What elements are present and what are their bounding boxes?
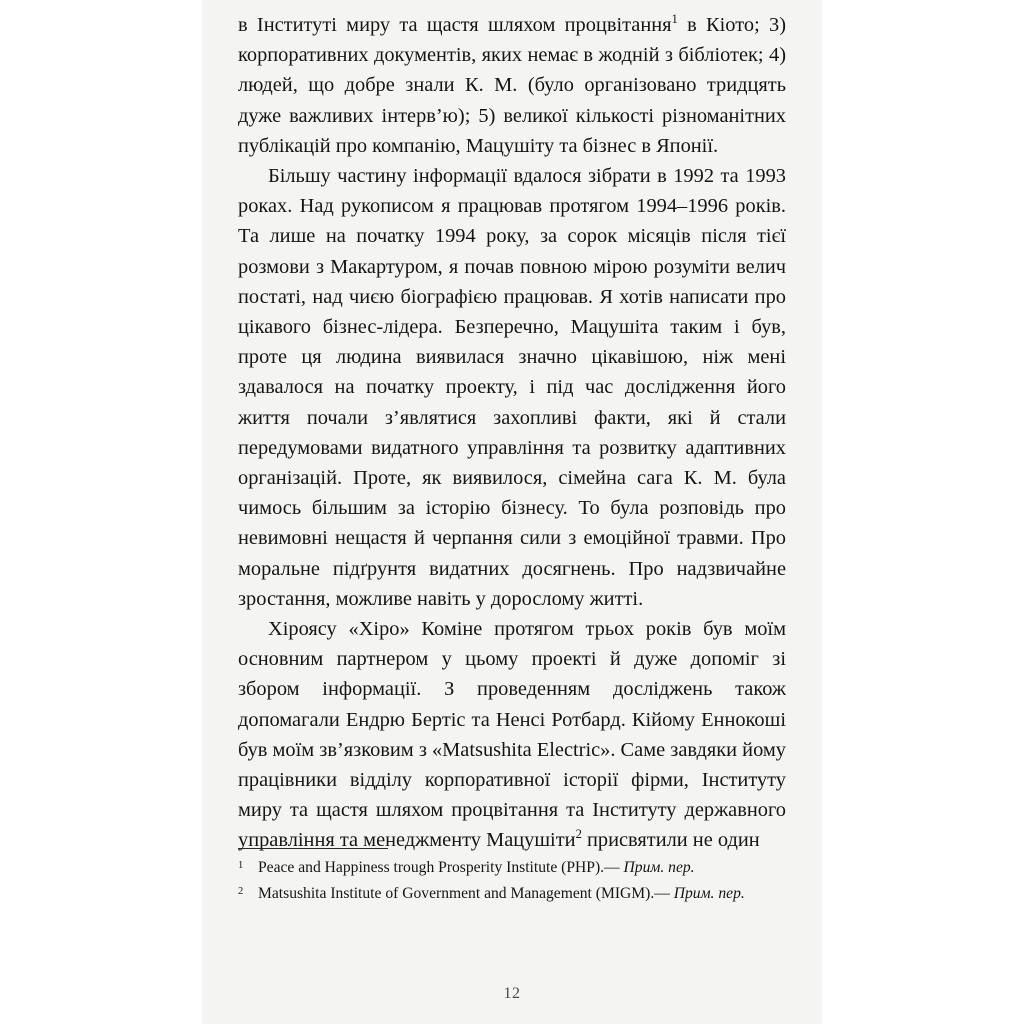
footnote-source: Прим. пер. bbox=[623, 859, 695, 876]
footnote-source: Прим. пер. bbox=[673, 885, 745, 902]
page-number: 12 bbox=[503, 985, 521, 1002]
footnote-body: Peace and Happiness trough Prosperity Institute (PHP).— bbox=[258, 859, 624, 876]
book-page-sheet bbox=[202, 0, 822, 1024]
paragraph-1-tail: в Кіото; 3) корпоративних документів, яких немає в жодній з бібліотек; 4) людей, що добре знали К. М. (було організовано тридцять дуже важливих інтерв’ю); 5) великої кількості різноманітних публікацій про компанію, Мацушіту та бізнес в Японії. bbox=[238, 14, 786, 157]
footnote-separator-rule bbox=[238, 848, 388, 849]
footnote-text bbox=[258, 856, 786, 880]
paragraph-3 bbox=[238, 614, 786, 856]
footnote-item bbox=[238, 856, 786, 880]
paragraph-3-tail: присвятили не один bbox=[581, 829, 760, 852]
footnote-item bbox=[238, 882, 786, 906]
footnote-marker: 2 bbox=[238, 886, 244, 897]
footnote-reference-1[interactable]: 1 bbox=[671, 12, 678, 27]
footnote-marker: 1 bbox=[238, 860, 244, 871]
footnote-body: Matsushita Institute of Government and Management (MIGM).— bbox=[258, 885, 674, 902]
footnote-text bbox=[258, 882, 786, 906]
paragraph-2: Більшу частину інформації вдалося зібрати в 1992 та 1993 роках. Над рукописом я працював протягом 1994–1996 років. Та лише на початку 1994 року, за сорок місяців після тієї розмови з Макартуром, я почав повною мірою розуміти велич постаті, над чиєю біографією працював. Я хотів написати про цікавого бізнес-лідера. Безперечно, Мацушіта таким і був, проте ця людина виявилася значно цікавішою, ніж мені здавалося на початку проекту, і під час дослідження його життя почали з’являтися захопливі факти, які й стали передумовами видатного управління та розвитку адаптивних організацій. Проте, як виявилося, сімейна сага К. М. була чимось більшим за історію бізнесу. То була розповідь про невимовні нещастя й черпання сили з емоційної травми. Про моральне підґрунтя видатних досягнень. Про надзвичайне зростання, можливе навіть у дорослому житті. bbox=[238, 165, 786, 610]
footnote-area bbox=[238, 848, 786, 908]
paragraph-1-lead: в Інституті миру та щастя шляхом процвітання bbox=[238, 14, 672, 36]
body-text-block bbox=[238, 10, 786, 856]
footnote-reference-2[interactable]: 2 bbox=[575, 827, 582, 842]
paragraph-3-lead: Хіроясу «Хіро» Коміне протягом трьох років був моїм основним партнером у цьому проекті й дуже допоміг зі збором інформації. З проведенням досліджень також допомагали Ендрю Бертіс та Ненсі Ротбард. Кійому Еннокоші був моїм зв’язковим з «Matsushita Electric». Саме завдяки йому працівники відділу корпоративної історії фірми, Інституту миру та щастя шляхом процвітання та Інституту державного управління та менеджменту Мацушіти bbox=[238, 618, 786, 852]
paragraph-1 bbox=[238, 10, 786, 161]
